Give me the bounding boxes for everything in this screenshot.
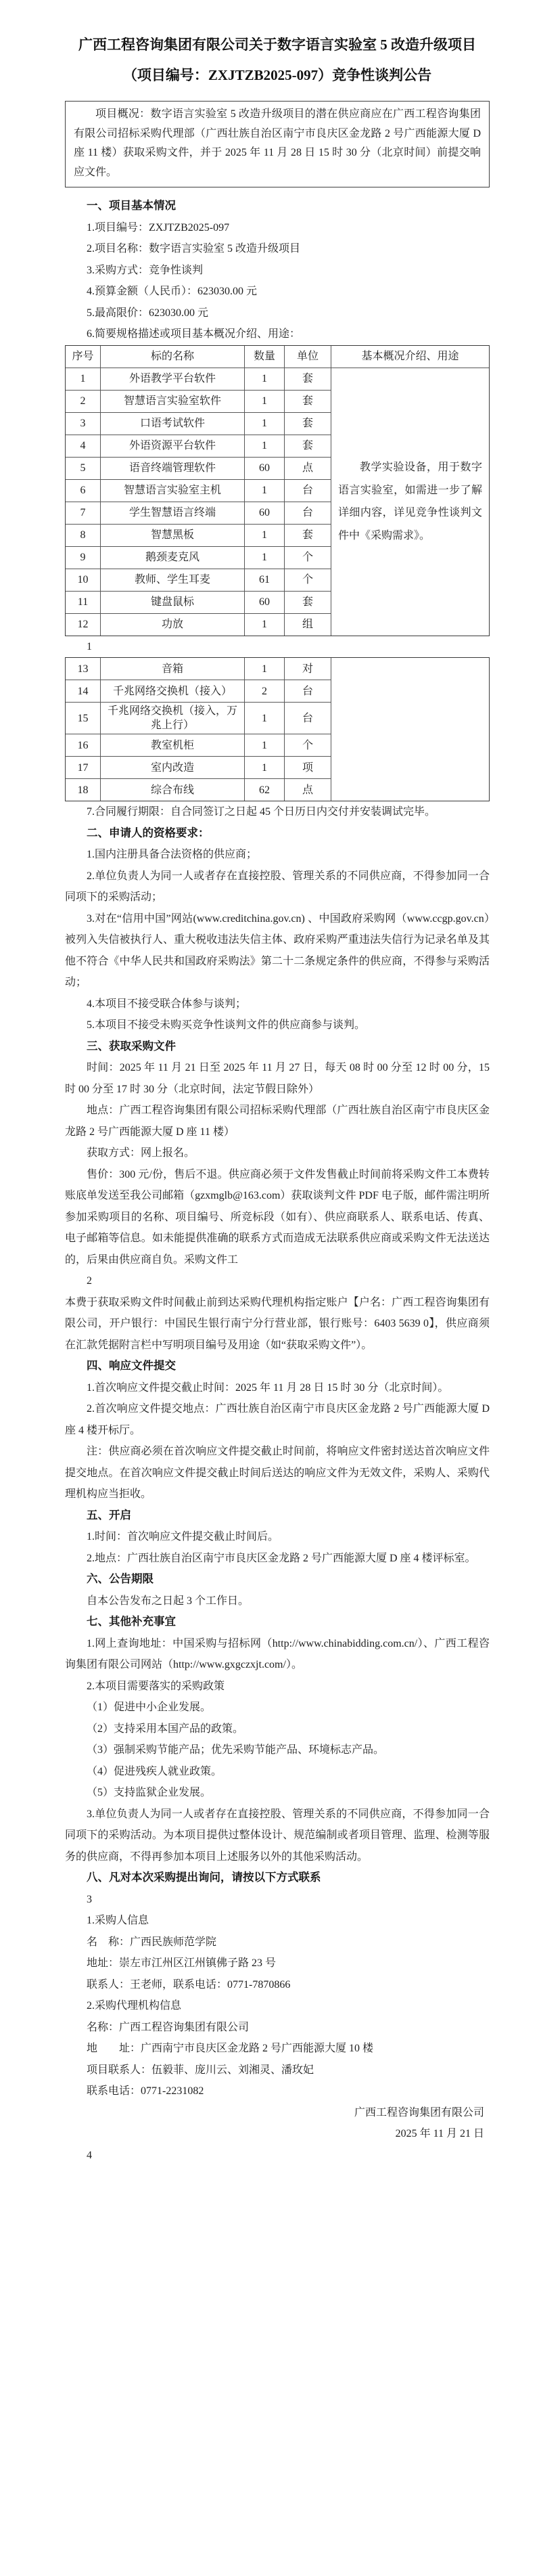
doc-paragraph: （5）支持监狱企业发展。 (87, 1787, 212, 1798)
section-opening-heading: 五、开启 (87, 1509, 131, 1522)
submission-place-paragraph: 2.首次响应文件提交地点：广西壮族自治区南宁市良庆区金龙路 2 号广西能源大厦 D 座 4 楼开标厅。 (65, 1403, 490, 1436)
table-row (66, 703, 331, 734)
page-number-1: 1 (87, 640, 92, 652)
cell-qty: 1 (245, 413, 285, 435)
section-supplementary-heading: 七、其他补充事宜 (87, 1616, 176, 1628)
online-query-paragraph: 1.网上查询地址：中国采购与招标网（http://www.chinabidding.com.cn/）、广西工程咨询集团有限公司网站（http://www.gxgczxjt.com/）。 (65, 1637, 490, 1670)
agency-contact: 项目联系人：伍毅菲、庞川云、刘湘灵、潘玫妃 (87, 2064, 314, 2076)
cell-unit: 套 (285, 368, 331, 390)
table-header-row (66, 346, 489, 368)
submission-note-paragraph: 注：供应商必须在首次响应文件提交截止时间前，将响应文件密封送达首次响应文件提交地点。在首次响应文件提交截止时间后送达的响应文件为无效文件，采购人、采购代理机构应当拒收。 (65, 1446, 490, 1500)
obtain-time-paragraph: 时间：2025 年 11 月 21 日至 2025 年 11 月 27 日，每天 08 时 00 分至 12 时 00 分，15 时 00 分至 17 时 30 分（北京时间，法定节假日除外） (65, 1062, 490, 1095)
table-row (66, 658, 331, 680)
cell-no: 15 (66, 703, 101, 734)
cell-name: 综合布线 (101, 779, 245, 801)
table-row (66, 391, 331, 413)
doc-paragraph: 3.采购方式：竞争性谈判 (87, 264, 204, 276)
signature-date: 2025 年 11 月 21 日 (395, 2128, 484, 2139)
cell-no: 5 (66, 458, 101, 479)
cell-unit: 台 (285, 703, 331, 734)
cell-no: 12 (66, 614, 101, 636)
section-qualification-heading: 二、申请人的资格要求： (87, 826, 210, 839)
doc-paragraph: （3）强制采购节能产品；优先采购节能产品、环境标志产品。 (87, 1744, 385, 1756)
buyer-info-heading: 1.采购人信息 (87, 1915, 149, 1926)
cell-name: 外语资源平台软件 (101, 435, 245, 457)
buyer-name: 名 称：广西民族师范学院 (87, 1936, 217, 1948)
cell-name: 千兆网络交换机（接入） (101, 680, 245, 702)
table-row (66, 779, 331, 801)
cell-unit: 个 (285, 734, 331, 756)
agency-info-heading: 2.采购代理机构信息 (87, 2000, 182, 2012)
cell-name: 口语考试软件 (101, 413, 245, 435)
cell-name: 室内改造 (101, 757, 245, 778)
page-number-2: 2 (87, 1275, 92, 1287)
announcement-period-paragraph: 自本公告发布之日起 3 个工作日。 (87, 1595, 250, 1607)
cell-unit: 台 (285, 502, 331, 524)
basic-info-items (65, 217, 490, 345)
project-overview-box (65, 101, 490, 187)
buyer-contact: 联系人：王老师，联系电话：0771-7870866 (87, 1978, 291, 1991)
cell-no: 1 (66, 368, 101, 390)
doc-paragraph: （1）促进中小企业发展。 (87, 1702, 212, 1713)
page-title (65, 30, 490, 91)
opening-place-paragraph: 2.地点：广西壮族自治区南宁市良庆区金龙路 2 号广西能源大厦 D 座 4 楼评标室。 (87, 1552, 476, 1564)
cell-name: 音箱 (101, 658, 245, 680)
cell-qty: 1 (245, 734, 285, 756)
doc-paragraph: 5.最高限价：623030.00 元 (87, 307, 209, 319)
cell-no: 6 (66, 480, 101, 502)
cell-qty: 1 (245, 658, 285, 680)
cell-name: 千兆网络交换机（接入，万兆上行） (101, 703, 245, 734)
opening-time-paragraph: 1.时间：首次响应文件提交截止时间后。 (87, 1531, 279, 1542)
qualification-items (65, 844, 490, 1036)
table-row (66, 435, 331, 458)
cell-no: 14 (66, 680, 101, 702)
obtain-place-paragraph: 地点：广西工程咨询集团有限公司招标采购代理部（广西壮族自治区南宁市良庆区金龙路 2 号广西能源大厦 D 座 11 楼） (65, 1105, 490, 1138)
signature-company: 广西工程咨询集团有限公司 (354, 2106, 484, 2118)
cell-qty: 61 (245, 569, 285, 591)
cell-qty: 60 (245, 502, 285, 524)
cell-unit: 台 (285, 680, 331, 702)
items-table-page1 (65, 345, 490, 636)
procurement-announcement-document (0, 30, 541, 2166)
supplier-restriction-paragraph: 3.单位负责人为同一人或者存在直接控股、管理关系的不同供应商，不得参加同一合同项下的采购活动。为本项目提供过整体设计、规范编制或者项目管理、监理、检测等服务的供应商，不得再参加本项目上述服务以外的其他采购活动。 (65, 1808, 490, 1863)
cell-name: 语音终端管理软件 (101, 458, 245, 479)
col-header-unit: 单位 (285, 346, 331, 368)
cell-no: 16 (66, 734, 101, 756)
table-rows-part1 (66, 368, 331, 636)
cell-name: 学生智慧语言终端 (101, 502, 245, 524)
cell-qty: 60 (245, 592, 285, 613)
policy-items (65, 1697, 490, 1804)
cell-name: 键盘鼠标 (101, 592, 245, 613)
table-row (66, 413, 331, 435)
cell-name: 功放 (101, 614, 245, 636)
cell-qty: 2 (245, 680, 285, 702)
section-contact-heading: 八、凡对本次采购提出询问，请按以下方式联系 (87, 1871, 321, 1884)
cell-no: 3 (66, 413, 101, 435)
cell-no: 7 (66, 502, 101, 524)
title-line-1: 广西工程咨询集团有限公司关于数字语言实验室 5 改造升级项目 (78, 37, 476, 53)
col-header-name: 标的名称 (101, 346, 245, 368)
col-header-no: 序号 (66, 346, 101, 368)
table-row (66, 592, 331, 614)
cell-qty: 1 (245, 435, 285, 457)
procurement-policy-paragraph: 2.本项目需要落实的采购政策 (87, 1680, 225, 1692)
merged-empty-cell (331, 658, 489, 801)
section-announcement-period-heading: 六、公告期限 (87, 1573, 154, 1585)
cell-no: 2 (66, 391, 101, 412)
cell-name: 智慧语言实验室主机 (101, 480, 245, 502)
cell-no: 8 (66, 525, 101, 546)
doc-paragraph: 4.本项目不接受联合体参与谈判； (87, 998, 247, 1010)
cell-unit: 套 (285, 592, 331, 613)
table-row (66, 458, 331, 480)
cell-unit: 项 (285, 757, 331, 778)
table-row (66, 368, 331, 391)
doc-paragraph: （2）支持采用本国产品的政策。 (87, 1723, 244, 1735)
cell-qty: 1 (245, 703, 285, 734)
cell-qty: 1 (245, 614, 285, 636)
cell-qty: 1 (245, 391, 285, 412)
page-number-4: 4 (87, 2149, 92, 2161)
cell-no: 17 (66, 757, 101, 778)
agency-phone: 联系电话：0771-2231082 (87, 2085, 204, 2097)
cell-unit: 点 (285, 458, 331, 479)
cell-unit: 对 (285, 658, 331, 680)
cell-qty: 1 (245, 757, 285, 778)
cell-unit: 台 (285, 480, 331, 502)
obtain-method-paragraph: 获取方式：网上报名。 (87, 1147, 195, 1159)
doc-paragraph: 6.简要规格描述或项目基本概况介绍、用途： (87, 328, 301, 340)
page-number-3: 3 (87, 1893, 92, 1905)
table-note: 教学实验设备，用于数字语言实验室，如需进一步了解详细内容，详见竞争性谈判文件中《采购需求》。 (338, 462, 482, 541)
cell-qty: 60 (245, 458, 285, 479)
cell-no: 18 (66, 779, 101, 801)
table-row (66, 734, 331, 757)
cell-unit: 组 (285, 614, 331, 636)
cell-no: 10 (66, 569, 101, 591)
doc-paragraph: （4）促进残疾人就业政策。 (87, 1765, 222, 1777)
items-table-page2 (65, 657, 490, 801)
cell-unit: 个 (285, 569, 331, 591)
contract-period-paragraph: 7.合同履行期限：自合同签订之日起 45 个日历日内交付并安装调试完毕。 (87, 806, 436, 818)
agency-address: 地 址：广西南宁市良庆区金龙路 2 号广西能源大厦 10 楼 (87, 2043, 374, 2054)
table-row (66, 525, 331, 547)
price-paragraph-part2: 本费于获取采购文件时间截止前到达采购代理机构指定账户【户名：广西工程咨询集团有限公司，开户银行：中国民生银行南宁分行营业部，银行账号：6403 5639 0】，供应商须在汇款凭据附言栏中写明项目编号及用途（如“获取采购文件”）。 (65, 1296, 490, 1351)
cell-no: 4 (66, 435, 101, 457)
project-overview-text: 项目概况：数字语言实验室 5 改造升级项目的潜在供应商应在广西工程咨询集团有限公司招标采购代理部（广西壮族自治区南宁市良庆区金龙路 2 号广西能源大厦 D 座 11 楼）获取采购文件，并于 2025 年 11 月 28 日 15 时 30 分（北京时间）前提交响应文件。 (74, 108, 481, 178)
title-line-2: （项目编号：ZXJTZB2025-097）竞争性谈判公告 (122, 67, 432, 83)
table-row (66, 480, 331, 502)
doc-paragraph: 3.对在“信用中国”网站(www.creditchina.gov.cn) 、中国政府采购网（www.ccgp.gov.cn）被列入失信被执行人、重大税收违法失信主体、政府采购严重违法失信行为记录名单及其他不符合《中华人民共和国政府采购法》第二十二条规定条件的供应商，不得参与采购活动； (65, 912, 490, 988)
col-header-desc: 基本概况介绍、用途 (361, 351, 459, 362)
cell-name: 智慧黑板 (101, 525, 245, 546)
col-header-qty: 数量 (245, 346, 285, 368)
cell-unit: 套 (285, 413, 331, 435)
doc-paragraph: 2.单位负责人为同一人或者存在直接控股、管理关系的不同供应商，不得参加同一合同项下的采购活动； (65, 870, 490, 903)
table-row (66, 757, 331, 779)
cell-qty: 1 (245, 368, 285, 390)
doc-paragraph: 4.预算金额（人民币）：623030.00 元 (87, 286, 258, 297)
submission-deadline-paragraph: 1.首次响应文件提交截止时间：2025 年 11 月 28 日 15 时 30 分（北京时间）。 (87, 1381, 449, 1394)
cell-unit: 套 (285, 391, 331, 412)
cell-qty: 1 (245, 547, 285, 569)
cell-qty: 1 (245, 480, 285, 502)
cell-no: 13 (66, 658, 101, 680)
section-response-submission-heading: 四、响应文件提交 (87, 1360, 176, 1372)
doc-paragraph: 1.项目编号：ZXJTZB2025-097 (87, 221, 230, 234)
cell-unit: 套 (285, 525, 331, 546)
table-row (66, 614, 331, 636)
cell-unit: 点 (285, 779, 331, 801)
doc-paragraph: 1.国内注册具备合法资格的供应商； (87, 849, 258, 860)
table-rows-part2 (66, 658, 331, 801)
cell-name: 鹅颈麦克风 (101, 547, 245, 569)
table-row (66, 569, 331, 592)
cell-qty: 1 (245, 525, 285, 546)
cell-name: 教师、学生耳麦 (101, 569, 245, 591)
cell-qty: 62 (245, 779, 285, 801)
buyer-address: 地址：崇左市江州区江州镇佛子路 23 号 (87, 1957, 277, 1969)
cell-name: 教室机柜 (101, 734, 245, 756)
doc-paragraph: 2.项目名称：数字语言实验室 5 改造升级项目 (87, 243, 301, 254)
cell-no: 11 (66, 592, 101, 613)
cell-unit: 个 (285, 547, 331, 569)
section-obtain-documents-heading: 三、获取采购文件 (87, 1040, 176, 1052)
doc-paragraph: 5.本项目不接受未购买竞争性谈判文件的供应商参与谈判。 (87, 1019, 366, 1031)
merged-description-cell (331, 368, 489, 636)
section-basic-info-heading: 一、项目基本情况 (87, 200, 176, 212)
cell-unit: 套 (285, 435, 331, 457)
cell-name: 智慧语言实验室软件 (101, 391, 245, 412)
table-row (66, 502, 331, 525)
cell-name: 外语教学平台软件 (101, 368, 245, 390)
table-row (66, 547, 331, 569)
cell-no: 9 (66, 547, 101, 569)
price-paragraph-part1: 售价：300 元/份，售后不退。供应商必须于文件发售截止时间前将采购文件工本费转账底单发送至我公司邮箱（gzxmglb@163.com）获取谈判文件 PDF 电子版，邮件需注明所参加采购项目的名称、项目编号、所竞标段（如有）、供应商联系人、联系电话、传真、电子邮箱等信息。如未能提供准确的联系方式而造成无法联系供应商或采购文件无法送达的，后果由供应商自负。采购文件工 (65, 1168, 490, 1266)
table-row (66, 680, 331, 703)
agency-name: 名称：广西工程咨询集团有限公司 (87, 2021, 250, 2033)
